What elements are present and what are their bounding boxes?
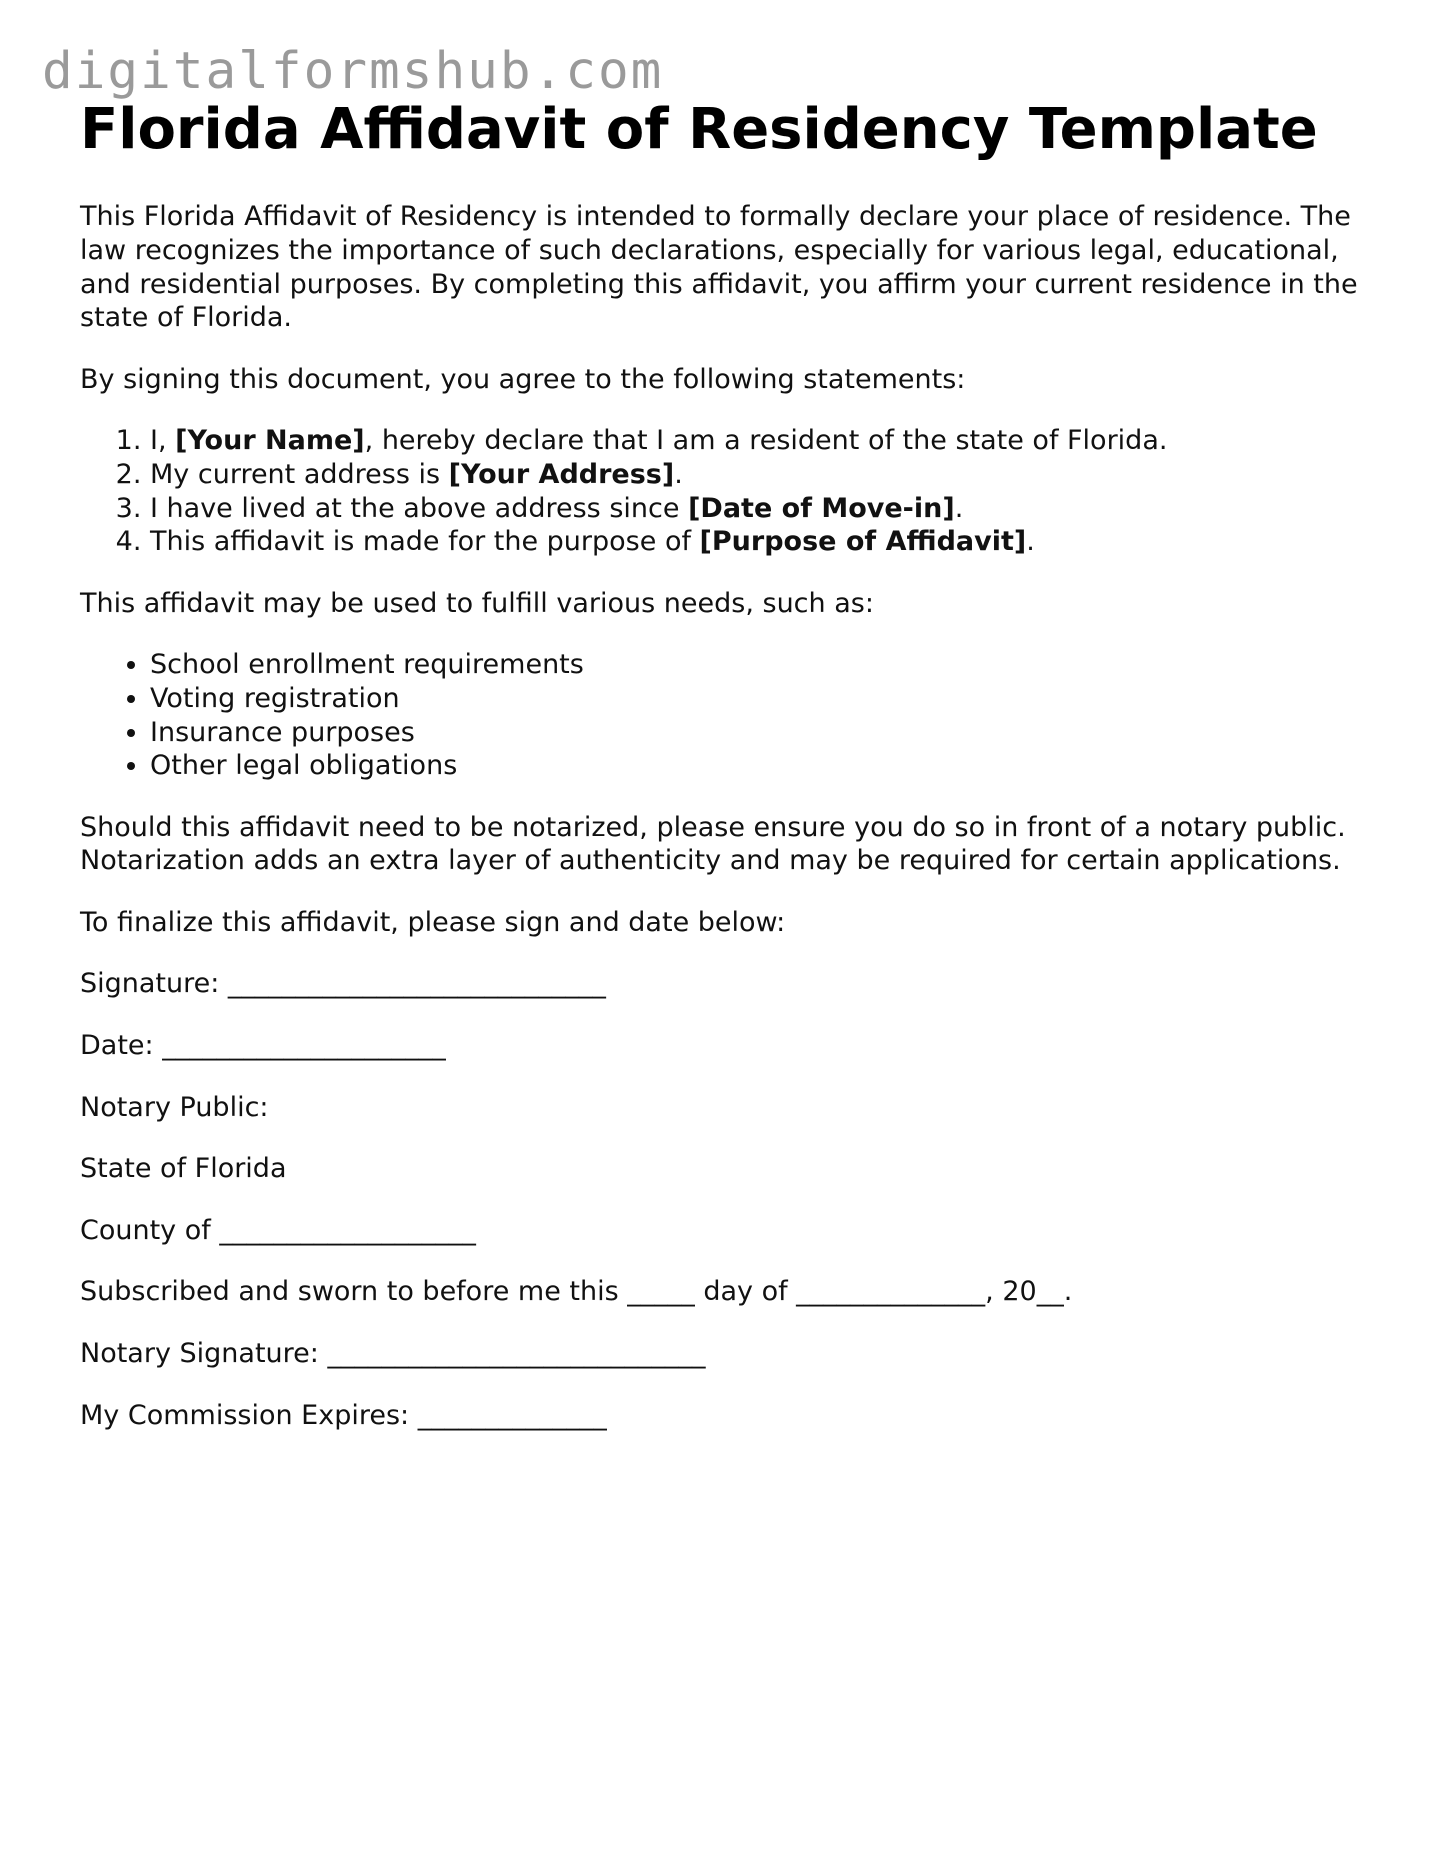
statement-item: 1. I, [Your Name], hereby declare that I am a resident of the state of Florida. <box>150 424 1370 458</box>
signature-line[interactable]: Signature: ____________________________ <box>80 968 606 1000</box>
list-item: • Other legal obligations <box>150 749 1370 783</box>
notary-public-label: Notary Public: <box>80 1091 269 1123</box>
statement-item: 4. This affidavit is made for the purpose of [Purpose of Affidavit]. <box>150 525 1370 559</box>
sworn-line[interactable]: Subscribed and sworn to before me this _____ day of ______________, 20__. <box>80 1276 1073 1308</box>
intro-paragraph: This Florida Affidavit of Residency is intended to formally declare your place of residence. The law recognizes the importance of such declarations, especially for various legal, educational, and residential purposes. By completing this affidavit, you affirm your current residence in the state of Florida. <box>80 201 1358 334</box>
commission-expires-line[interactable]: My Commission Expires: ______________ <box>80 1399 607 1431</box>
agreement-intro: By signing this document, you agree to the following statements: <box>80 363 966 395</box>
watermark: digitalformshub.com <box>42 42 664 101</box>
statement-item: 3. I have lived at the above address since [Date of Move-in]. <box>150 492 1370 526</box>
list-item: • Voting registration <box>150 682 1370 716</box>
uses-intro: This affidavit may be used to fulfill various needs, such as: <box>80 587 874 619</box>
state-label: State of Florida <box>80 1153 287 1185</box>
statement-item: 2. My current address is [Your Address]. <box>150 458 1370 492</box>
address-placeholder: [Your Address] <box>448 458 675 490</box>
list-item: • Insurance purposes <box>150 716 1370 750</box>
list-item: • School enrollment requirements <box>150 648 1370 682</box>
move-in-date-placeholder: [Date of Move-in] <box>688 492 955 524</box>
uses-list <box>80 648 1370 782</box>
document-body <box>80 98 1370 1460</box>
finalize-instruction: To finalize this affidavit, please sign and date below: <box>80 906 786 938</box>
notary-signature-line[interactable]: Notary Signature: ____________________________ <box>80 1338 706 1370</box>
notary-note: Should this affidavit need to be notarized, please ensure you do so in front of a notary public. Notarization adds an extra layer of authenticity and may be required for certain applications. <box>80 811 1346 877</box>
name-placeholder: [Your Name] <box>175 425 365 457</box>
purpose-placeholder: [Purpose of Affidavit] <box>699 526 1027 558</box>
county-line[interactable]: County of ___________________ <box>80 1214 476 1246</box>
date-line[interactable]: Date: _____________________ <box>80 1030 446 1062</box>
page-title: Florida Affidavit of Residency Template <box>80 97 1318 162</box>
statements-list <box>80 424 1370 558</box>
